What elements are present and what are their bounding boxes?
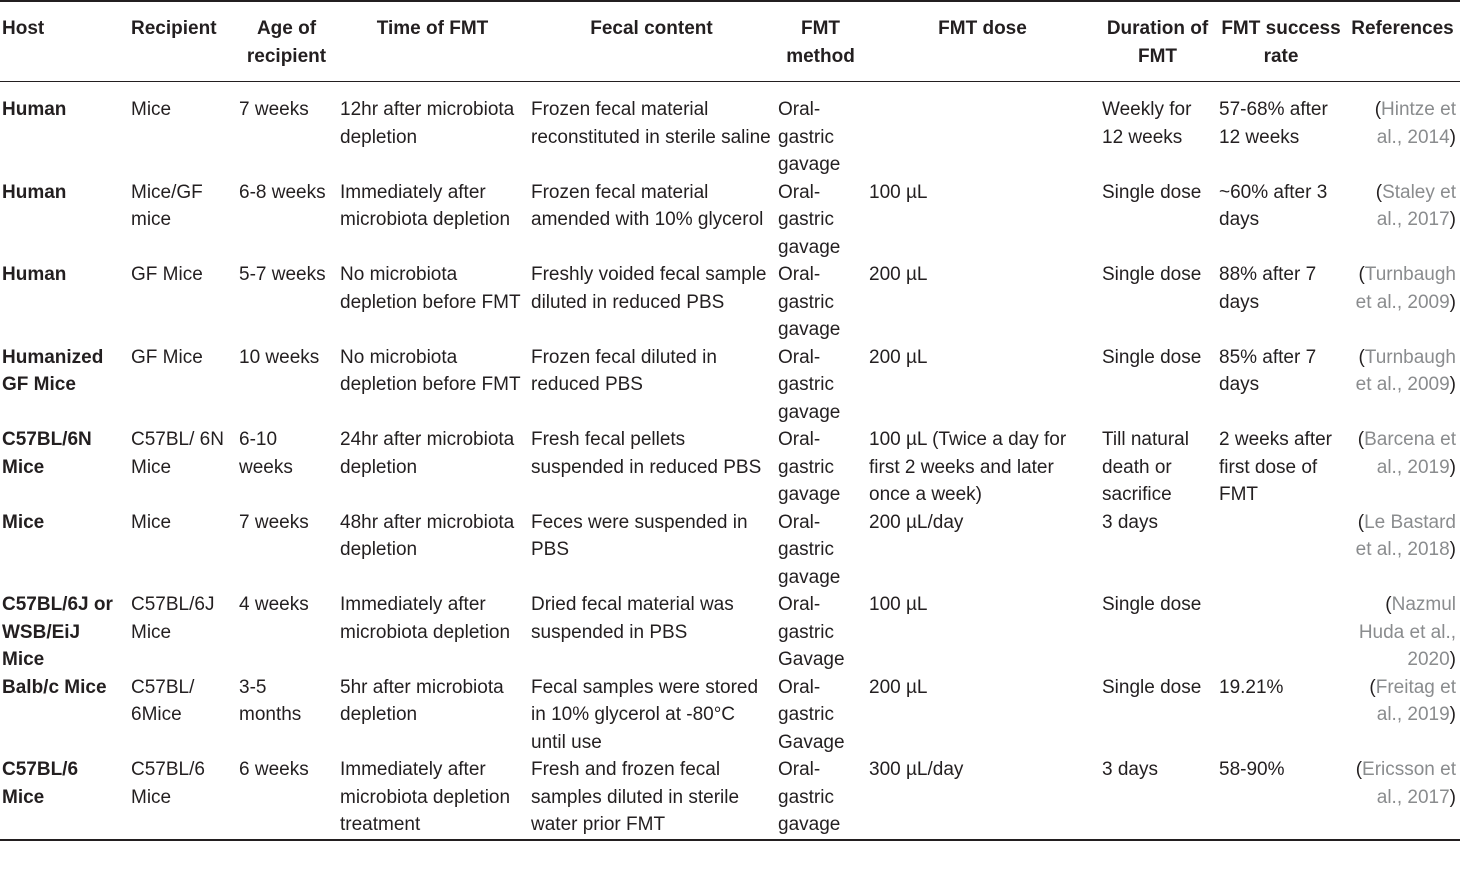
cell-fmt-method: Oral-gastric gavage <box>778 264 841 340</box>
cell-reference: (Staley et al., 2017) <box>1375 181 1456 230</box>
header-recipient: Recipient <box>131 18 217 39</box>
header-age: Age of recipient <box>246 18 327 67</box>
cell-reference: (Freitag et al., 2019) <box>1369 676 1456 725</box>
cell-time-of-fmt: No microbiota depletion before FMT <box>340 346 521 395</box>
cell-reference: (Le Bastard et al., 2018) <box>1355 511 1456 560</box>
cell-host: C57BL/6J or WSB/EiJ Mice <box>2 594 113 670</box>
table-row <box>0 674 1460 757</box>
header-time: Time of FMT <box>376 18 489 39</box>
reference-link[interactable]: Nazmul Huda et al., 2020 <box>1358 594 1456 670</box>
cell-host: Humanized GF Mice <box>2 346 104 395</box>
cell-success-rate <box>1217 509 1347 592</box>
cell-host: C57BL/6N Mice <box>2 429 92 478</box>
table-row <box>0 179 1460 262</box>
cell-reference: (Turnbaugh et al., 2009) <box>1355 346 1456 395</box>
reference-link[interactable]: Ericsson et al., 2017 <box>1362 759 1456 808</box>
header-success-rate: FMT success rate <box>1221 18 1341 67</box>
cell-fecal-content: Frozen fecal material reconstituted in sterile saline <box>531 99 771 148</box>
cell-success-rate: 58-90% <box>1219 759 1285 780</box>
header-method: FMT method <box>786 18 855 67</box>
table-header-row <box>0 1 1460 82</box>
cell-duration: 3 days <box>1102 759 1158 780</box>
cell-host: C57BL/6 Mice <box>2 759 79 808</box>
header-host: Host <box>2 18 45 39</box>
cell-duration: Single dose <box>1102 264 1202 285</box>
cell-fmt-dose: 100 µL (Twice a day for first 2 weeks and later once a week) <box>869 429 1067 505</box>
table-row <box>0 344 1460 427</box>
reference-link[interactable]: Turnbaugh et al., 2009 <box>1355 346 1456 395</box>
cell-fecal-content: Frozen fecal diluted in reduced PBS <box>531 346 717 395</box>
cell-reference: (Hintze et al., 2014) <box>1374 99 1456 148</box>
cell-age: 6-10 weeks <box>239 429 293 478</box>
cell-time-of-fmt: Immediately after microbiota depletion <box>340 594 511 643</box>
cell-host: Mice <box>2 511 45 533</box>
reference-link[interactable]: Le Bastard et al., 2018 <box>1355 511 1456 560</box>
cell-recipient: C57BL/ 6N Mice <box>131 429 224 478</box>
table-body <box>0 82 1460 840</box>
cell-success-rate: 88% after 7 days <box>1219 264 1317 313</box>
cell-success-rate: 2 weeks after first dose of FMT <box>1219 429 1332 505</box>
cell-recipient: C57BL/6 Mice <box>131 759 205 808</box>
cell-success-rate <box>1217 591 1347 674</box>
cell-duration: Single dose <box>1102 594 1202 615</box>
cell-age: 7 weeks <box>239 99 309 120</box>
cell-fmt-dose: 200 µL <box>869 264 928 285</box>
table-row <box>0 509 1460 592</box>
cell-age: 4 weeks <box>239 594 309 615</box>
table-row <box>0 591 1460 674</box>
cell-fmt-method: Oral-gastric gavage <box>778 759 841 835</box>
cell-time-of-fmt: 12hr after microbiota depletion <box>340 99 515 148</box>
cell-duration: Till natural death or sacrifice <box>1102 429 1189 505</box>
table-row <box>0 82 1460 179</box>
cell-fmt-dose <box>867 82 1100 179</box>
cell-fmt-method: Oral-gastric gavage <box>778 181 841 258</box>
cell-fecal-content: Dried fecal material was suspended in PBS <box>531 594 734 643</box>
cell-fmt-method: Oral-gastric gavage <box>778 511 841 588</box>
cell-time-of-fmt: 48hr after microbiota depletion <box>340 511 515 560</box>
cell-fmt-method: Oral-gastric Gavage <box>778 676 845 753</box>
cell-fmt-dose: 200 µL <box>869 346 928 368</box>
cell-fecal-content: Fresh and frozen fecal samples diluted in sterile water prior FMT <box>531 759 740 835</box>
cell-recipient: Mice <box>131 511 172 533</box>
cell-host: Balb/c Mice <box>2 676 107 698</box>
cell-time-of-fmt: Immediately after microbiota depletion <box>340 181 511 230</box>
cell-success-rate: ~60% after 3 days <box>1219 181 1328 230</box>
table-row <box>0 426 1460 509</box>
cell-age: 5-7 weeks <box>239 264 326 285</box>
cell-recipient: GF Mice <box>131 264 203 285</box>
cell-time-of-fmt: No microbiota depletion before FMT <box>340 264 521 313</box>
header-dose: FMT dose <box>938 18 1027 39</box>
cell-age: 6-8 weeks <box>239 181 326 203</box>
cell-age: 3-5 months <box>239 676 302 725</box>
cell-duration: Single dose <box>1102 181 1202 203</box>
header-references: References <box>1351 18 1454 39</box>
cell-fmt-dose: 300 µL/day <box>869 759 964 780</box>
cell-success-rate: 57-68% after 12 weeks <box>1219 99 1328 148</box>
cell-time-of-fmt: 5hr after microbiota depletion <box>340 676 504 725</box>
cell-fecal-content: Fecal samples were stored in 10% glycerol at -80°C until use <box>531 676 759 753</box>
cell-recipient: Mice <box>131 99 172 120</box>
cell-duration: 3 days <box>1102 511 1158 533</box>
reference-link[interactable]: Barcena et al., 2019 <box>1364 429 1456 478</box>
cell-fmt-method: Oral-gastric gavage <box>778 346 841 423</box>
cell-time-of-fmt: 24hr after microbiota depletion <box>340 429 515 478</box>
cell-age: 6 weeks <box>239 759 309 780</box>
table-row <box>0 261 1460 344</box>
cell-age: 7 weeks <box>239 511 309 533</box>
reference-link[interactable]: Staley et al., 2017 <box>1376 181 1456 230</box>
cell-fmt-dose: 200 µL <box>869 676 928 698</box>
cell-reference: (Ericsson et al., 2017) <box>1355 759 1456 808</box>
cell-host: Human <box>2 99 67 120</box>
cell-duration: Weekly for 12 weeks <box>1102 99 1192 148</box>
cell-reference: (Barcena et al., 2019) <box>1357 429 1456 478</box>
cell-recipient: Mice/GF mice <box>131 181 203 230</box>
cell-fecal-content: Freshly voided fecal sample diluted in reduced PBS <box>531 264 767 313</box>
cell-host: Human <box>2 264 67 285</box>
cell-fmt-dose: 100 µL <box>869 594 928 615</box>
cell-duration: Single dose <box>1102 346 1202 368</box>
cell-fecal-content: Fresh fecal pellets suspended in reduced PBS <box>531 429 762 478</box>
cell-success-rate: 85% after 7 days <box>1219 346 1317 395</box>
table-row <box>0 756 1460 840</box>
header-fecal-content: Fecal content <box>590 18 713 39</box>
cell-success-rate: 19.21% <box>1219 676 1284 698</box>
cell-host: Human <box>2 181 67 203</box>
cell-reference: (Turnbaugh et al., 2009) <box>1355 264 1456 313</box>
cell-fecal-content: Feces were suspended in PBS <box>531 511 748 560</box>
cell-duration: Single dose <box>1102 676 1202 698</box>
cell-reference: (Nazmul Huda et al., 2020) <box>1358 594 1456 670</box>
cell-time-of-fmt: Immediately after microbiota depletion treatment <box>340 759 511 835</box>
cell-recipient: C57BL/6J Mice <box>131 594 215 643</box>
cell-fmt-method: Oral-gastric gavage <box>778 99 841 175</box>
cell-fecal-content: Frozen fecal material amended with 10% glycerol <box>531 181 764 230</box>
reference-link[interactable]: Freitag et al., 2019 <box>1375 676 1456 725</box>
cell-age: 10 weeks <box>239 346 320 368</box>
cell-recipient: GF Mice <box>131 346 203 368</box>
cell-recipient: C57BL/ 6Mice <box>131 676 195 725</box>
reference-link[interactable]: Hintze et al., 2014 <box>1376 99 1456 148</box>
cell-fmt-dose: 100 µL <box>869 181 928 203</box>
cell-fmt-method: Oral-gastric Gavage <box>778 594 845 670</box>
reference-link[interactable]: Turnbaugh et al., 2009 <box>1355 264 1456 313</box>
cell-fmt-dose: 200 µL/day <box>869 511 964 533</box>
header-duration: Duration of FMT <box>1106 18 1209 67</box>
cell-fmt-method: Oral-gastric gavage <box>778 429 841 505</box>
